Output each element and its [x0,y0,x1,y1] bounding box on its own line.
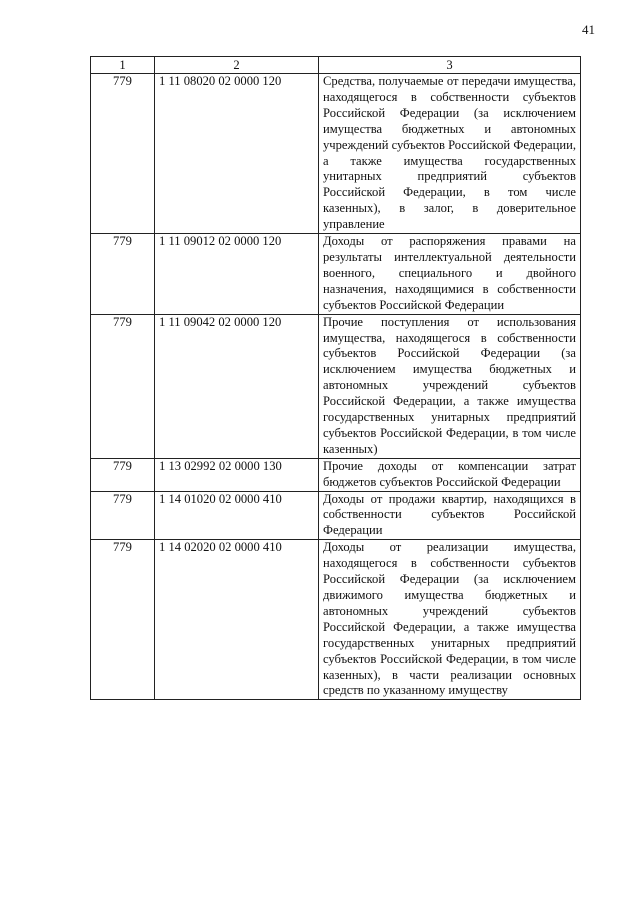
table-row [91,74,581,234]
admin-code-cell: 779 [91,491,155,540]
description-cell: Прочие доходы от компенсации затрат бюджетов субъектов Российской Федерации [319,458,581,491]
table-row [91,314,581,458]
revenue-code-cell: 1 14 02020 02 0000 410 [155,540,319,700]
column-header-2: 2 [155,57,319,74]
description-cell: Доходы от продажи квартир, находящихся в собственности субъектов Российской Федерации [319,491,581,540]
description-cell: Доходы от реализации имущества, находящегося в собственности субъектов Российской Федерации (за исключением движимого имущества бюджетных и автономных учреждений субъектов Российской Федерации, а также имущества государственных унитарных предприятий субъектов Российской Федерации, в том числе казенных), в части реализации основных средств по указанному имуществу [319,540,581,700]
revenue-code-cell: 1 14 01020 02 0000 410 [155,491,319,540]
table-row [91,234,581,315]
table-row [91,491,581,540]
revenue-code-cell: 1 13 02992 02 0000 130 [155,458,319,491]
admin-code-cell: 779 [91,458,155,491]
page-number: 41 [582,22,595,37]
column-header-1: 1 [91,57,155,74]
budget-revenue-table [90,56,581,700]
admin-code-cell: 779 [91,74,155,234]
description-cell: Доходы от распоряжения правами на результаты интеллектуальной деятельности военного, специального и двойного назначения, находящимися в собственности субъектов Российской Федерации [319,234,581,315]
revenue-code-cell: 1 11 09012 02 0000 120 [155,234,319,315]
admin-code-cell: 779 [91,234,155,315]
revenue-code-cell: 1 11 08020 02 0000 120 [155,74,319,234]
column-header-3: 3 [319,57,581,74]
table-header-row [91,57,581,74]
admin-code-cell: 779 [91,540,155,700]
description-cell: Прочие поступления от использования имущества, находящегося в собственности субъектов Российской Федерации (за исключением имущества бюджетных и автономных учреждений субъектов Российской Федерации, а также имущества государственных унитарных предприятий субъектов Российской Федерации, в том числе казенных) [319,314,581,458]
table-row [91,458,581,491]
table-row [91,540,581,700]
description-cell: Средства, получаемые от передачи имущества, находящегося в собственности субъектов Российской Федерации (за исключением имущества бюджетных и автономных учреждений субъектов Российской Федерации, а также имущества государственных унитарных предприятий субъектов Российской Федерации, в том числе казенных), в залог, в доверительное управление [319,74,581,234]
admin-code-cell: 779 [91,314,155,458]
revenue-code-cell: 1 11 09042 02 0000 120 [155,314,319,458]
